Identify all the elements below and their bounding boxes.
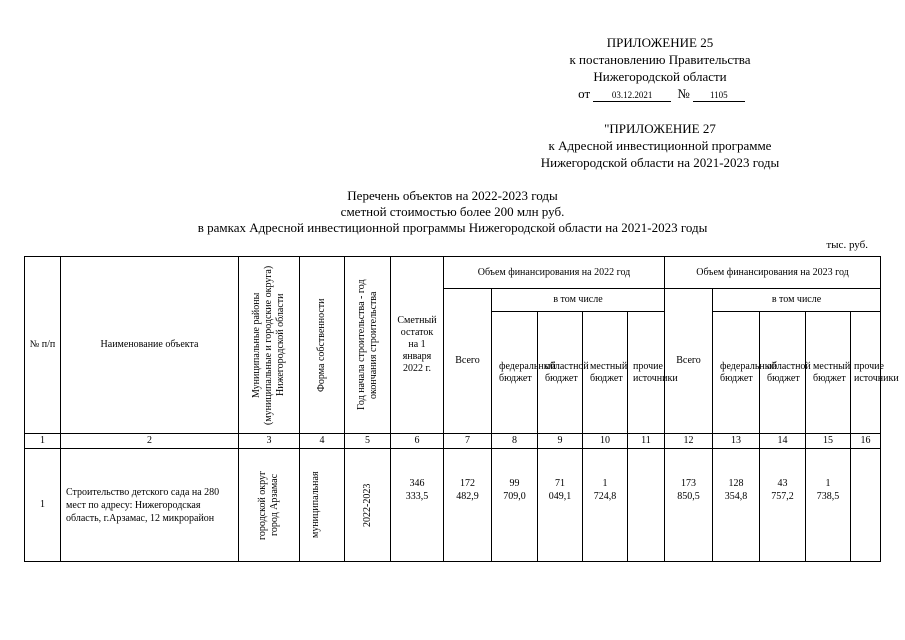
column-number: 15 (806, 434, 851, 449)
header-other-2023: прочие источники (851, 312, 881, 434)
header-including-2022: в том числе (492, 289, 665, 312)
appendix-25-line3: Нижегородской области (593, 69, 727, 84)
column-number: 13 (713, 434, 760, 449)
row-local-2023: 1 738,5 (806, 449, 851, 562)
column-number: 6 (391, 434, 444, 449)
row-regional-2022: 71 049,1 (538, 449, 583, 562)
decree-date: 03.12.2021 (593, 90, 671, 102)
column-number: 1 (25, 434, 61, 449)
header-fin-2023: Объем финансирования на 2023 год (665, 257, 881, 289)
appendix-27-title: "ПРИЛОЖЕНИЕ 27 (604, 121, 716, 136)
number-label: № (677, 86, 690, 101)
row-years: 2022-2023 (345, 449, 391, 562)
document-title-line2: сметной стоимостью более 200 млн руб. (340, 204, 565, 219)
column-number: 2 (61, 434, 239, 449)
row-other-2022 (628, 449, 665, 562)
column-number: 12 (665, 434, 713, 449)
column-number: 10 (583, 434, 628, 449)
appendix-25-line2: к постановлению Правительства (569, 52, 751, 67)
header-num: № п/п (25, 257, 61, 434)
column-number: 7 (444, 434, 492, 449)
row-federal-2023: 128 354,8 (713, 449, 760, 562)
row-regional-2023: 43 757,2 (760, 449, 806, 562)
row-district: городской округ город Арзамас (239, 449, 300, 562)
row-total-2023: 173 850,5 (665, 449, 713, 562)
decree-number: 1105 (693, 90, 745, 102)
row-object-name: Строительство детского сада на 280 мест по адресу: Нижегородская область, г.Арзамас, 12 микрорайон (61, 449, 239, 562)
header-estimate: Сметный остаток на 1 января 2022 г. (391, 257, 444, 434)
header-total-2022: Всего (444, 289, 492, 434)
appendix-27-line2: к Адресной инвестиционной программе (548, 138, 772, 153)
column-number: 9 (538, 434, 583, 449)
units-label: тыс. руб. (826, 239, 868, 251)
row-ownership: муниципальная (300, 449, 345, 562)
header-federal-2023: федеральный бюджет (713, 312, 760, 434)
row-estimate: 346 333,5 (391, 449, 444, 562)
header-district: Муниципальные районы (муниципальные и городские округа) Нижегородской области (239, 257, 300, 434)
from-label: от (578, 86, 591, 101)
header-regional-2022: областной бюджет (538, 312, 583, 434)
header-regional-2023: областной бюджет (760, 312, 806, 434)
header-fin-2022: Объем финансирования на 2022 год (444, 257, 665, 289)
column-number: 14 (760, 434, 806, 449)
column-number: 8 (492, 434, 538, 449)
column-number: 3 (239, 434, 300, 449)
header-including-2023: в том числе (713, 289, 881, 312)
appendix-27-header (460, 120, 860, 171)
header-total-2023: Всего (665, 289, 713, 434)
appendix-27-line3: Нижегородской области на 2021-2023 годы (540, 155, 780, 170)
header-other-2022: прочие источники (628, 312, 665, 434)
document-title-line1: Перечень объектов на 2022-2023 годы (347, 188, 558, 203)
row-num: 1 (25, 449, 61, 562)
header-years: Год начала строительства - год окончания строительства (345, 257, 391, 434)
header-federal-2022: федеральный бюджет (492, 312, 538, 434)
row-federal-2022: 99 709,0 (492, 449, 538, 562)
header-ownership: Форма собственности (300, 257, 345, 434)
objects-table (24, 256, 899, 562)
column-number: 4 (300, 434, 345, 449)
row-local-2022: 1 724,8 (583, 449, 628, 562)
column-number: 16 (851, 434, 881, 449)
header-name: Наименование объекта (61, 257, 239, 434)
row-total-2022: 172 482,9 (444, 449, 492, 562)
appendix-25-title: ПРИЛОЖЕНИЕ 25 (606, 35, 714, 50)
table-row (25, 449, 881, 562)
decree-reference (470, 85, 850, 102)
appendix-25-header (470, 34, 850, 102)
header-local-2023: местный бюджет (806, 312, 851, 434)
document-title (80, 188, 825, 236)
row-other-2023 (851, 449, 881, 562)
header-local-2022: местный бюджет (583, 312, 628, 434)
column-number: 5 (345, 434, 391, 449)
column-number: 11 (628, 434, 665, 449)
document-title-line3: в рамках Адресной инвестиционной программы Нижегородской области на 2021-2023 годы (197, 220, 708, 235)
